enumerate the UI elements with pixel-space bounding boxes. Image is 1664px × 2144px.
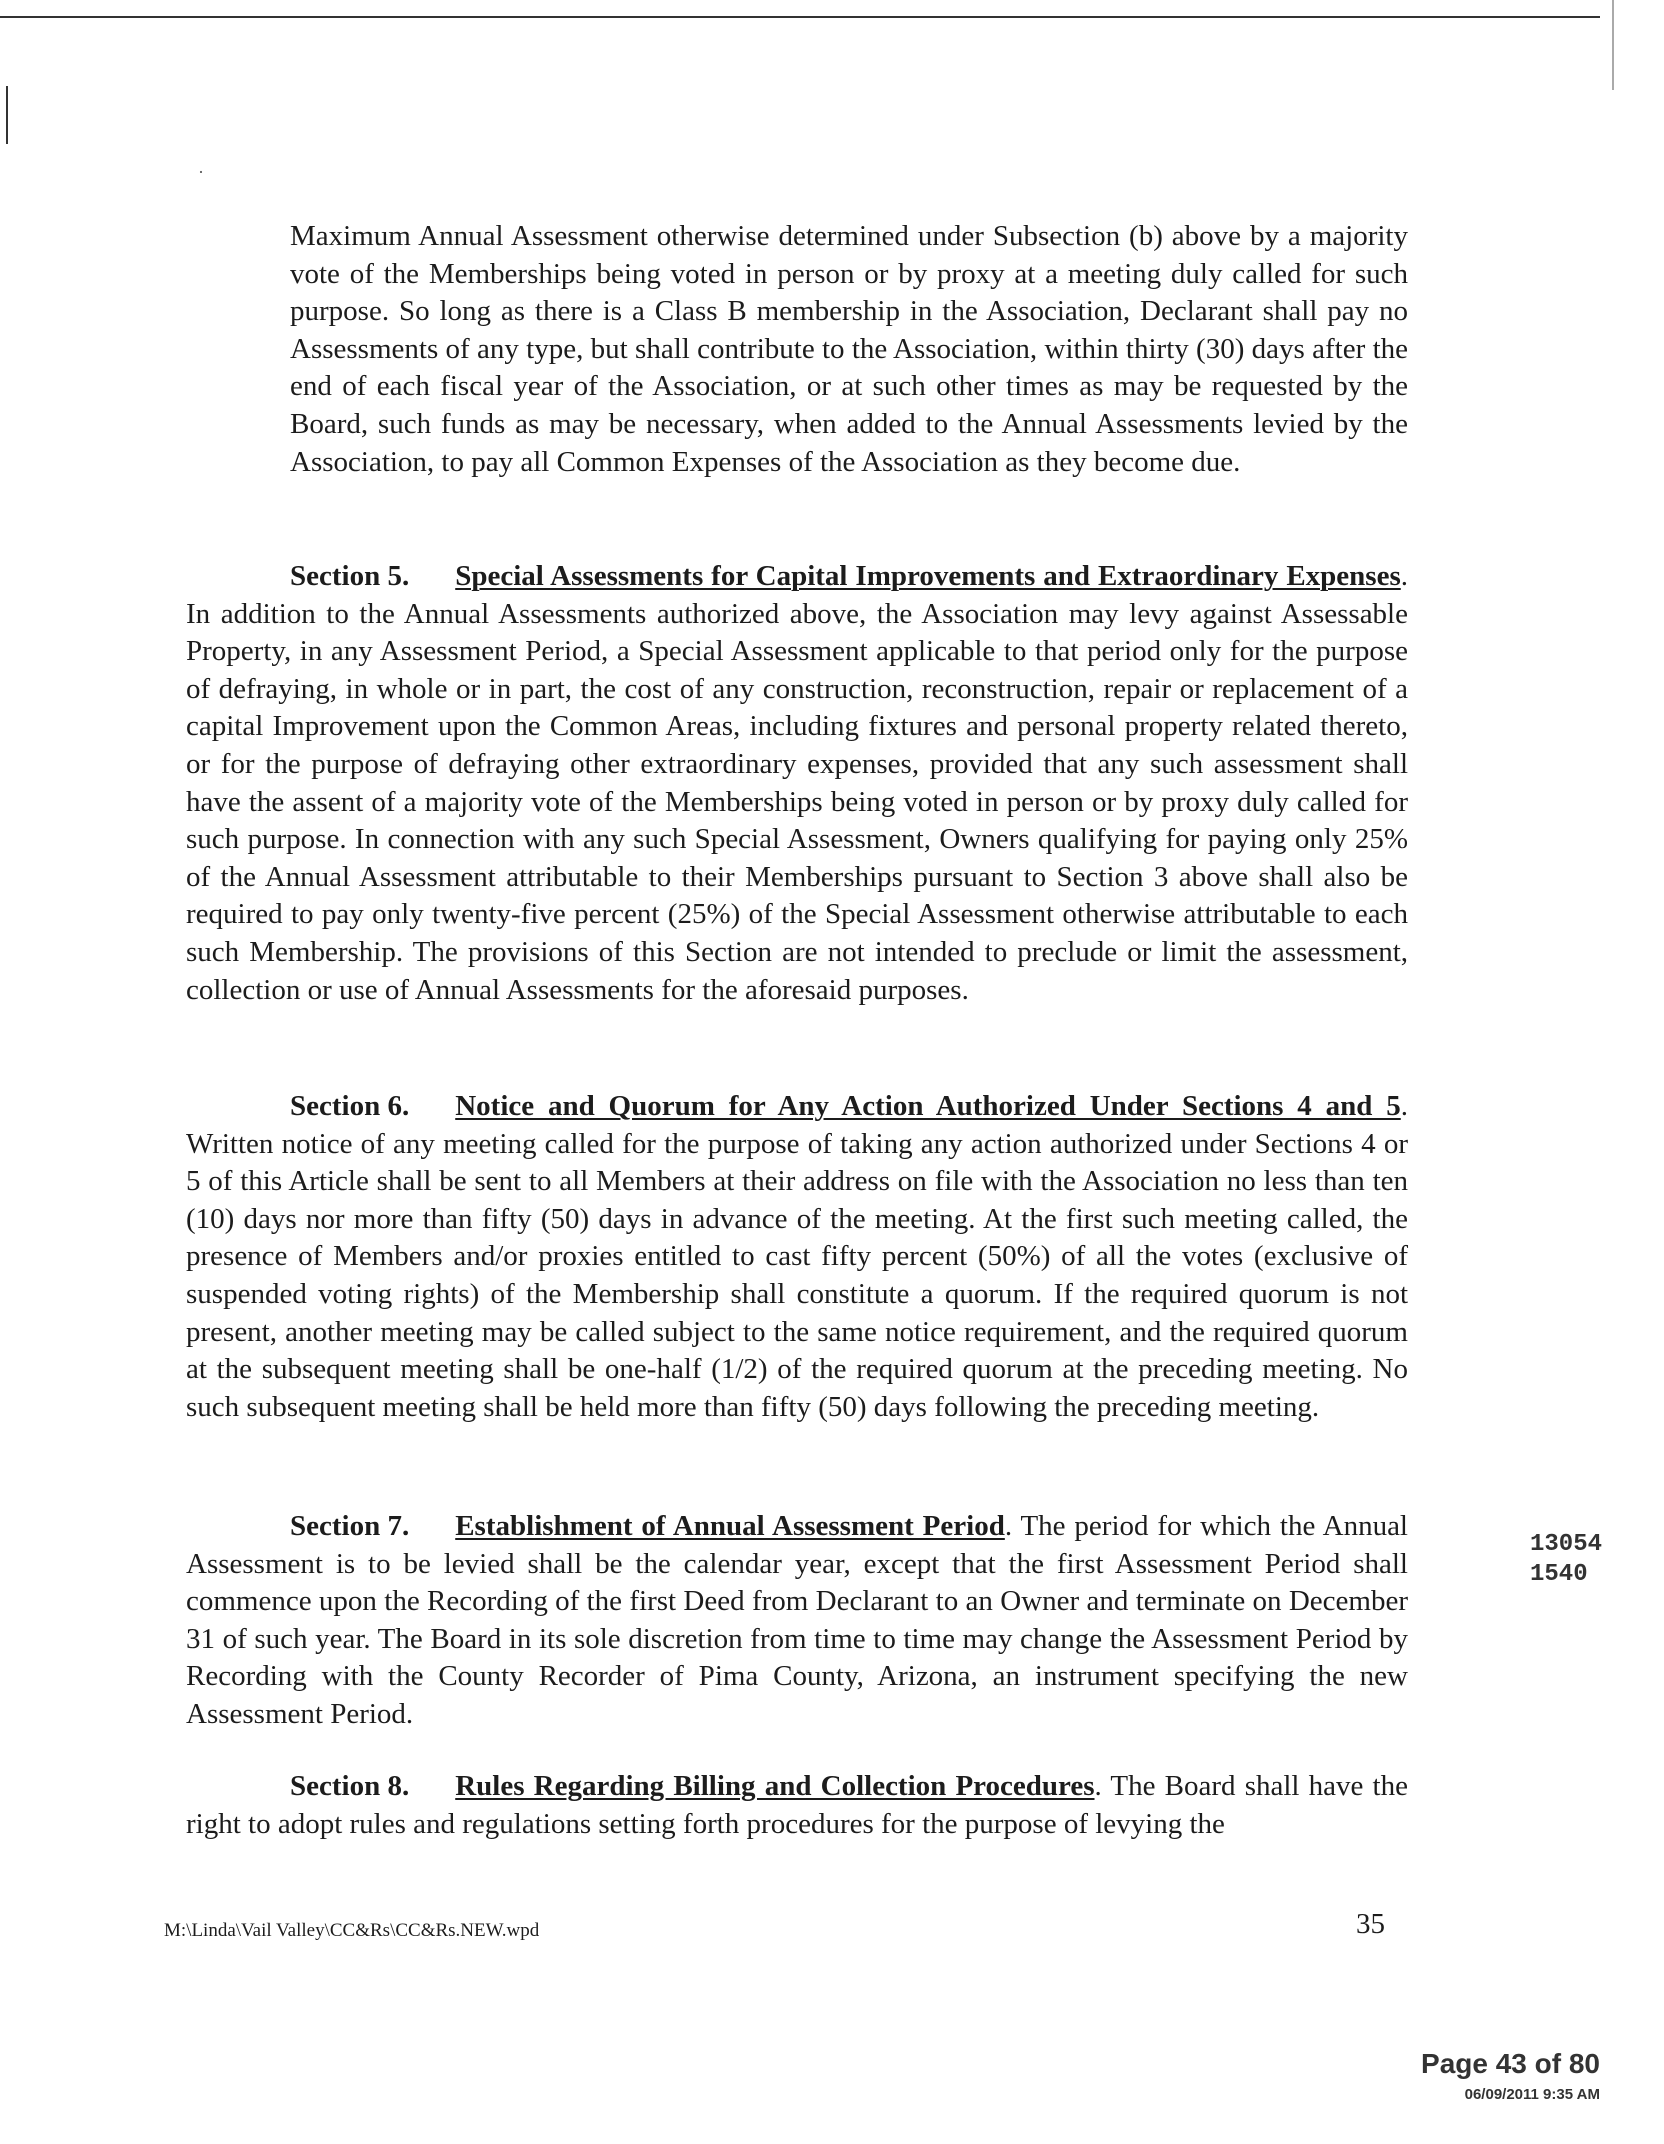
section-8-title: Rules Regarding Billing and Collection Procedures: [455, 1770, 1095, 1802]
footer-page-number: 35: [1356, 1908, 1385, 1940]
section-6-body: . Written notice of any meeting called for the purpose of taking any action authorized under Sections 4 or 5 of this Article shall be sent to all Members at their address on file with the Association no less than ten (10) days nor more than fifty (50) days in advance of the meeting. At the first such meeting called, the presence of Members and/or proxies entitled to cast fifty percent (50%) of all the votes (exclusive of suspended voting rights) of the Membership shall constitute a quorum. If the required quorum is not present, another meeting may be called subject to the same notice requirement, and the required quorum at the subsequent meeting shall be one-half (1/2) of the required quorum at the preceding meeting. No such subsequent meeting shall be held more than fifty (50) days following the preceding meeting.: [186, 1090, 1408, 1423]
section-7-body: . The period for which the Annual Assessment is to be levied shall be the calendar year, except that the first Assessment Period shall commence upon the Recording of the first Deed from Declarant to an Owner and terminate on December 31 of such year. The Board in its sole discretion from time to time may change the Assessment Period by Recording with the County Recorder of Pima County, Arizona, an instrument specifying the new Assessment Period.: [186, 1510, 1408, 1730]
scan-top-rule: [0, 16, 1600, 18]
scan-speck: ·: [198, 162, 204, 182]
section-7-title: Establishment of Annual Assessment Period: [455, 1510, 1005, 1542]
section-6-title: Notice and Quorum for Any Action Authorized Under Sections 4 and 5: [455, 1090, 1401, 1122]
section-8: [186, 1768, 1408, 1843]
section-5: [186, 558, 1408, 1009]
footer-file-path: M:\Linda\Vail Valley\CC&Rs\CC&Rs.NEW.wpd: [164, 1920, 540, 1941]
scan-right-mark: [1612, 0, 1614, 90]
section-8-number: Section 8.: [290, 1770, 410, 1802]
intro-text: Maximum Annual Assessment otherwise determined under Subsection (b) above by a majority vote of the Memberships being voted in person or by proxy at a meeting duly called for such purpose. So long as there is a Class B membership in the Association, Declarant shall pay no Assessments of any type, but shall contribute to the Association, within thirty (30) days after the end of each fiscal year of the Association, or at such other times as may be requested by the Board, such funds as may be necessary, when added to the Annual Assessments levied by the Association, to pay all Common Expenses of the Association as they become due.: [290, 220, 1408, 478]
section-5-body: . In addition to the Annual Assessments authorized above, the Association may levy against Assessable Property, in any Assessment Period, a Special Assessment applicable to that period only for the purpose of defraying, in whole or in part, the cost of any construction, reconstruction, repair or replacement of a capital Improvement upon the Common Areas, including fixtures and personal property related thereto, or for the purpose of defraying other extraordinary expenses, provided that any such assessment shall have the assent of a majority vote of the Memberships being voted in person or by proxy duly called for such purpose. In connection with any such Special Assessment, Owners qualifying for paying only 25% of the Annual Assessment attributable to their Memberships pursuant to Section 3 above shall also be required to pay only twenty-five percent (25%) of the Special Assessment otherwise attributable to each such Membership. The provisions of this Section are not intended to preclude or limit the assessment, collection or use of Annual Assessments for the aforesaid purposes.: [186, 560, 1408, 1006]
scan-left-mark: [6, 86, 8, 144]
page-count: Page 43 of 80: [1421, 2048, 1600, 2079]
section-5-number: Section 5.: [290, 560, 410, 592]
section-6-number: Section 6.: [290, 1090, 410, 1122]
section-8-body: . The Board shall have the right to adopt rules and regulations setting forth procedures for the purpose of levying the: [186, 1770, 1408, 1840]
section-7: [186, 1508, 1408, 1734]
intro-paragraph: [290, 218, 1408, 481]
side-recording-stamp: 13054 1540: [1530, 1531, 1603, 1588]
section-5-title: Special Assessments for Capital Improvements and Extraordinary Expenses: [455, 560, 1401, 592]
timestamp: 06/09/2011 9:35 AM: [1464, 2086, 1600, 2103]
section-6: [186, 1088, 1408, 1426]
section-7-number: Section 7.: [290, 1510, 410, 1542]
